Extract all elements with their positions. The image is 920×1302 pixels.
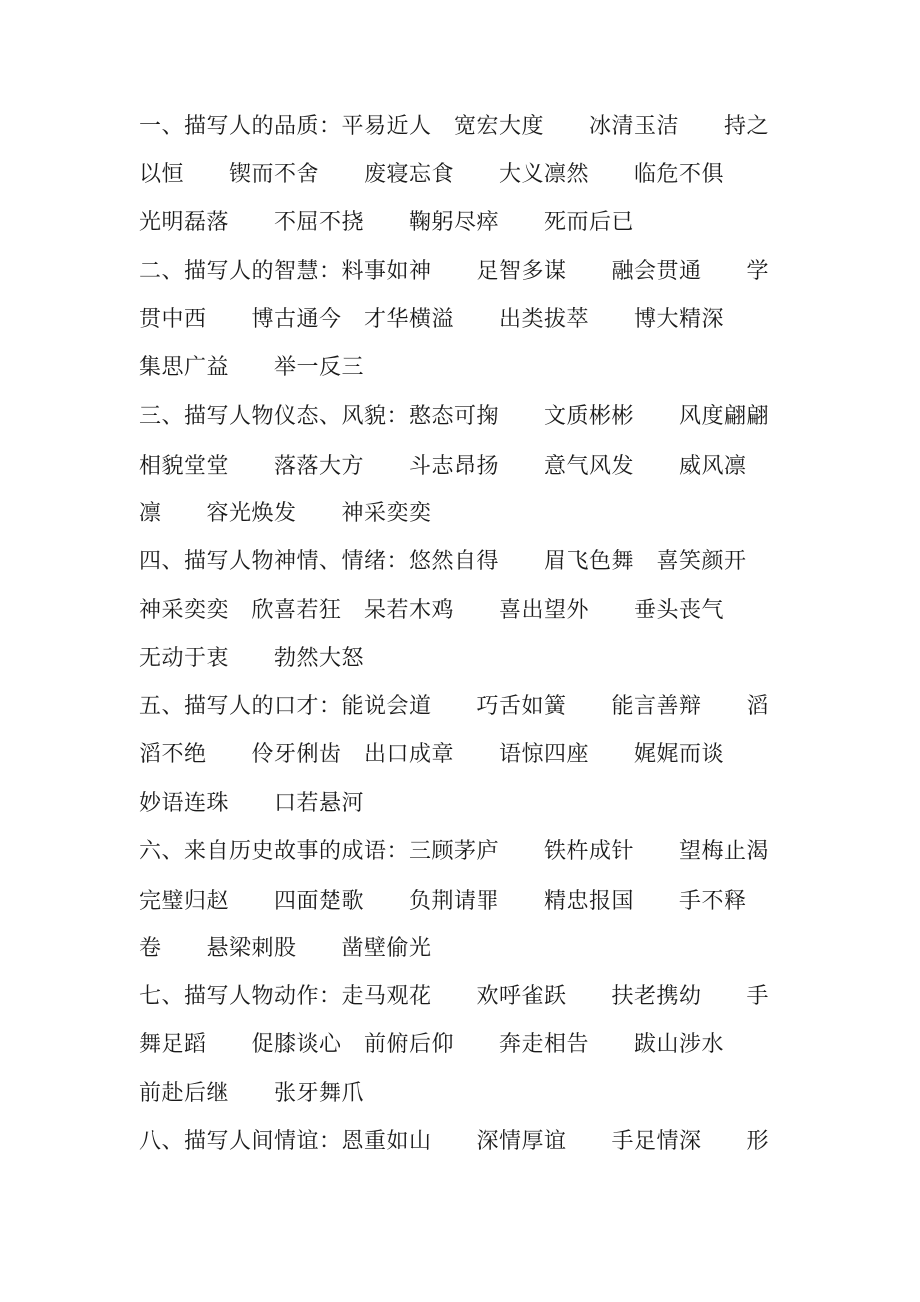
text-line: 卷 悬梁刺股 凿壁偷光 (139, 936, 432, 961)
text-line: 四、描写人物神情、情绪：悠然自得 眉飞色舞 喜笑颜开 (139, 549, 747, 574)
text-line: 二、描写人的智慧：料事如神 足智多谋 融会贯通 学 (139, 259, 770, 284)
text-line: 舞足蹈 促膝谈心 前俯后仰 奔走相告 跋山涉水 (139, 1032, 725, 1057)
text-line: 滔不绝 伶牙俐齿 出口成章 语惊四座 娓娓而谈 (139, 742, 725, 767)
text-line: 光明磊落 不屈不挠 鞠躬尽瘁 死而后已 (139, 210, 635, 235)
text-line: 三、描写人物仪态、风貌：憨态可掬 文质彬彬 风度翩翩 (139, 404, 770, 429)
text-line: 妙语连珠 口若悬河 (139, 791, 365, 816)
text-line: 八、描写人间情谊：恩重如山 深情厚谊 手足情深 形 (139, 1129, 770, 1154)
text-line: 以恒 锲而不舍 废寝忘食 大义凛然 临危不俱 (139, 162, 725, 187)
text-line: 神采奕奕 欣喜若狂 呆若木鸡 喜出望外 垂头丧气 (139, 598, 725, 623)
text-line: 贯中西 博古通今 才华横溢 出类拔萃 博大精深 (139, 307, 725, 332)
text-line: 一、描写人的品质：平易近人 宽宏大度 冰清玉洁 持之 (139, 114, 770, 139)
text-line: 七、描写人物动作：走马观花 欢呼雀跃 扶老携幼 手 (139, 984, 770, 1009)
text-line: 凛 容光焕发 神采奕奕 (139, 501, 432, 526)
text-line: 完璧归赵 四面楚歌 负荆请罪 精忠报国 手不释 (139, 889, 747, 914)
text-line: 前赴后继 张牙舞爪 (139, 1081, 365, 1106)
text-line: 无动于衷 勃然大怒 (139, 646, 365, 671)
text-line: 集思广益 举一反三 (139, 355, 365, 380)
text-line: 六、来自历史故事的成语：三顾茅庐 铁杵成针 望梅止渴 (139, 839, 770, 864)
text-line: 相貌堂堂 落落大方 斗志昂扬 意气风发 威风凛 (139, 454, 747, 479)
text-line: 五、描写人的口才：能说会道 巧舌如簧 能言善辩 滔 (139, 694, 770, 719)
